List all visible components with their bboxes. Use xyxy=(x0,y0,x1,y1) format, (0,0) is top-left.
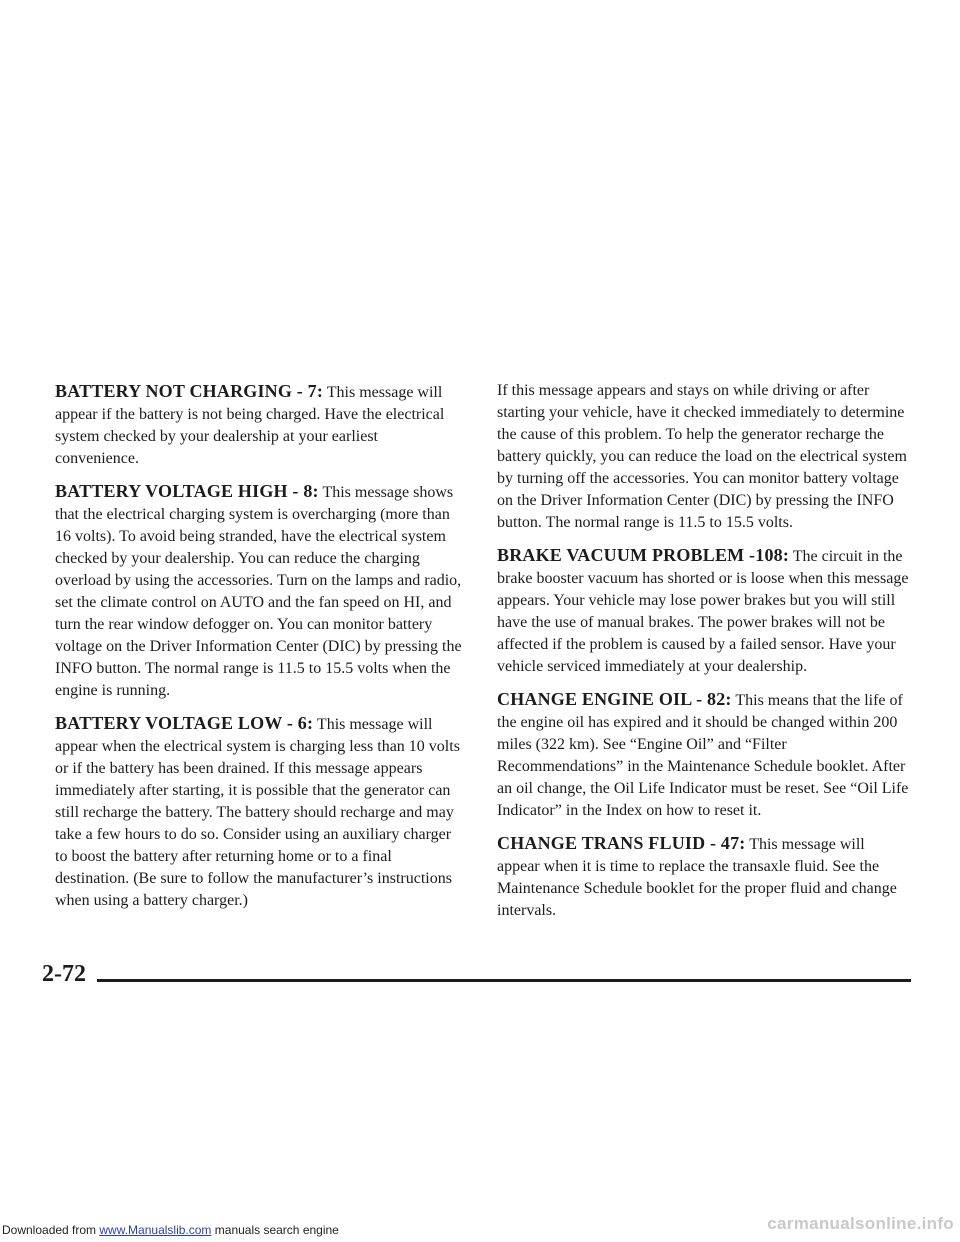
entry-battery-voltage-high xyxy=(55,480,465,702)
entry-heading: BATTERY VOLTAGE HIGH - 8: xyxy=(55,481,319,501)
entry-body: This means that the life of the engine oil has expired and it should be changed within 200 miles (322 km). See “Engine Oil” and “Filter Recommendations” in the Maintenance Schedule booklet. After an oil change, the Oil Life Indicator must be reset. See “Oil Life Indicator” in the Index on how to reset it. xyxy=(497,692,909,819)
footer-prefix: Downloaded from xyxy=(2,1223,100,1237)
entry-change-trans-fluid xyxy=(497,832,910,922)
entry-heading: BRAKE VACUUM PROBLEM -108: xyxy=(497,545,790,565)
entry-brake-vacuum-problem xyxy=(497,544,910,678)
entry-heading: BATTERY NOT CHARGING - 7: xyxy=(55,381,324,401)
continued-paragraph: If this message appears and stays on while driving or after starting your vehicle, have it checked immediately to determine the cause of this problem. To help the generator recharge the battery quickly, you can reduce the load on the electrical system by turning off the accessories. You can monitor battery voltage on the Driver Information Center (DIC) by pressing the INFO button. The normal range is 11.5 to 15.5 volts. xyxy=(497,382,907,531)
entry-battery-voltage-low xyxy=(55,712,465,912)
entry-body: This message will appear when the electrical system is charging less than 10 volts or if the battery has been drained. If this message appears immediately after starting, it is possible that the generator can still recharge the battery. The battery should recharge and may take a few hours to do so. Consider using an auxiliary charger to boost the battery after returning home or to a final destination. (Be sure to follow the manufacturer’s instructions when using a battery charger.) xyxy=(55,716,460,909)
entry-heading: CHANGE ENGINE OIL - 82: xyxy=(497,689,732,709)
entry-heading: BATTERY VOLTAGE LOW - 6: xyxy=(55,713,314,733)
entry-body: This message will appear when it is time to replace the transaxle fluid. See the Maintenance Schedule booklet for the proper fluid and change intervals. xyxy=(497,836,897,919)
entry-heading: CHANGE TRANS FLUID - 47: xyxy=(497,833,746,853)
page-number: 2-72 xyxy=(42,961,86,987)
left-column xyxy=(55,380,465,922)
download-footer xyxy=(2,1222,339,1238)
entry-battery-not-charging xyxy=(55,380,465,470)
entry-body: This message shows that the electrical charging system is overcharging (more than 16 volts). To avoid being stranded, have the electrical system checked by your dealership. You can reduce the charging overload by using the accessories. Turn on the lamps and radio, set the climate control on AUTO and the fan speed on HI, and turn the rear window defogger on. You can monitor battery voltage on the Driver Information Center (DIC) by pressing the INFO button. The normal range is 11.5 to 15.5 volts when the engine is running. xyxy=(55,484,462,699)
right-column xyxy=(497,380,910,932)
footer-suffix: manuals search engine xyxy=(211,1223,339,1237)
entry-change-engine-oil xyxy=(497,688,910,822)
page-rule-divider xyxy=(97,979,911,982)
entry-body: The circuit in the brake booster vacuum has shorted or is loose when this message appears. Your vehicle may lose power brakes but you will still have the use of manual brakes. The power brakes will not be affected if the problem is caused by a failed sensor. Have your vehicle serviced immediately at your dealership. xyxy=(497,548,909,675)
entry-body: This message will appear if the battery is not being charged. Have the electrical system checked by your dealership at your earliest convenience. xyxy=(55,384,445,467)
watermark-logo: carmanualsonline.info xyxy=(767,1214,954,1233)
manualslib-link[interactable]: www.Manualslib.com xyxy=(99,1223,212,1237)
